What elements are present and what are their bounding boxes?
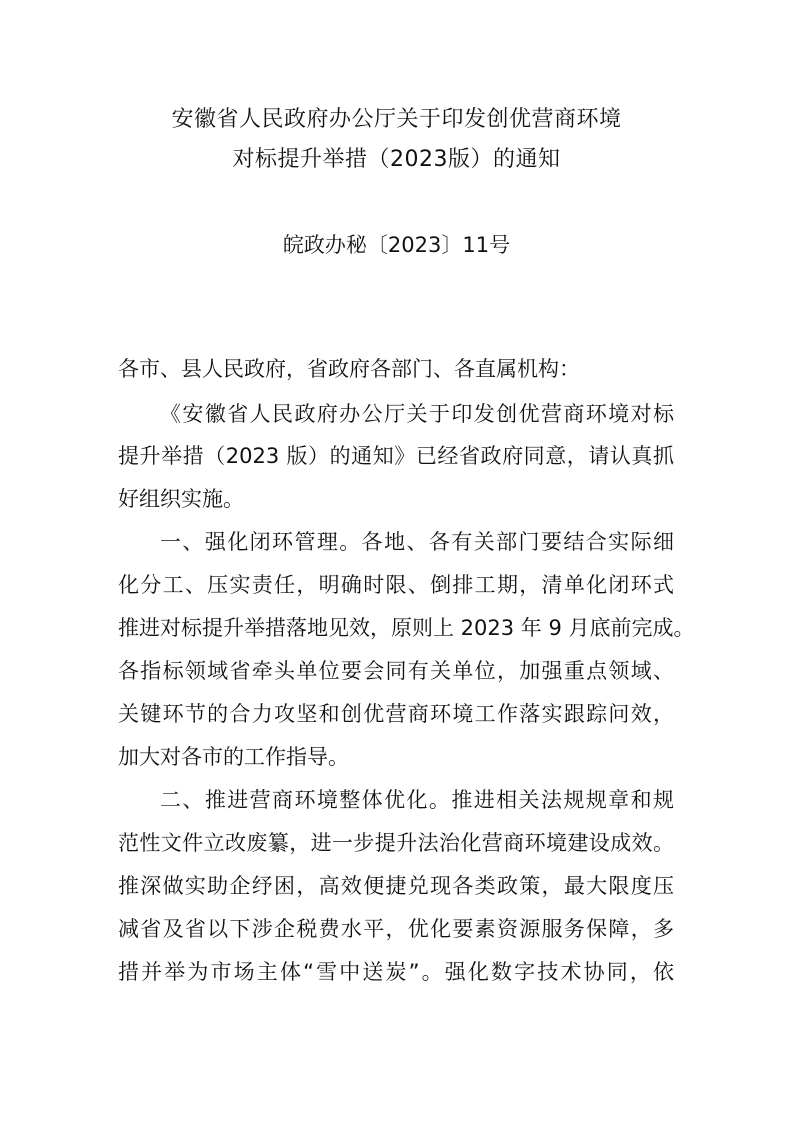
document-title-line-2: 对标提升举措（2023版）的通知	[232, 147, 561, 172]
body-line: 提升举措（2023 版）的通知》已经省政府同意，请认真抓	[118, 444, 674, 468]
body-line: 《安徽省人民政府办公厅关于印发创优营商环境对标	[160, 402, 674, 426]
document-number: 皖政办秘〔2023〕11号	[282, 233, 511, 257]
body-line: 一、强化闭环管理。各地、各有关部门要结合实际细	[160, 530, 674, 554]
body-line: 各指标领域省牵头单位要会同有关单位，加强重点领域、	[118, 659, 674, 683]
body-line: 加大对各市的工作指导。	[118, 745, 349, 769]
body-line: 化分工、压实责任，明确时限、倒排工期，清单化闭环式	[118, 573, 674, 597]
body-line: 措并举为市场主体“雪中送炭”。强化数字技术协同，依	[118, 960, 674, 984]
body-line: 好组织实施。	[118, 487, 244, 511]
body-line: 关键环节的合力攻坚和创优营商环境工作落实跟踪问效，	[118, 702, 674, 726]
body-line: 推进对标提升举措落地见效，原则上 2023 年 9 月底前完成。	[118, 616, 695, 640]
body-line: 范性文件立改废纂，进一步提升法治化营商环境建设成效。	[118, 831, 674, 855]
salutation-line: 各市、县人民政府，省政府各部门、各直属机构：	[118, 357, 580, 381]
body-line: 推深做实助企纾困，高效便捷兑现各类政策，最大限度压	[118, 874, 674, 898]
body-line: 减省及省以下涉企税费水平，优化要素资源服务保障，多	[118, 917, 674, 941]
body-line: 二、推进营商环境整体优化。推进相关法规规章和规	[160, 788, 674, 812]
document-title-line-1: 安徽省人民政府办公厅关于印发创优营商环境	[171, 107, 622, 132]
